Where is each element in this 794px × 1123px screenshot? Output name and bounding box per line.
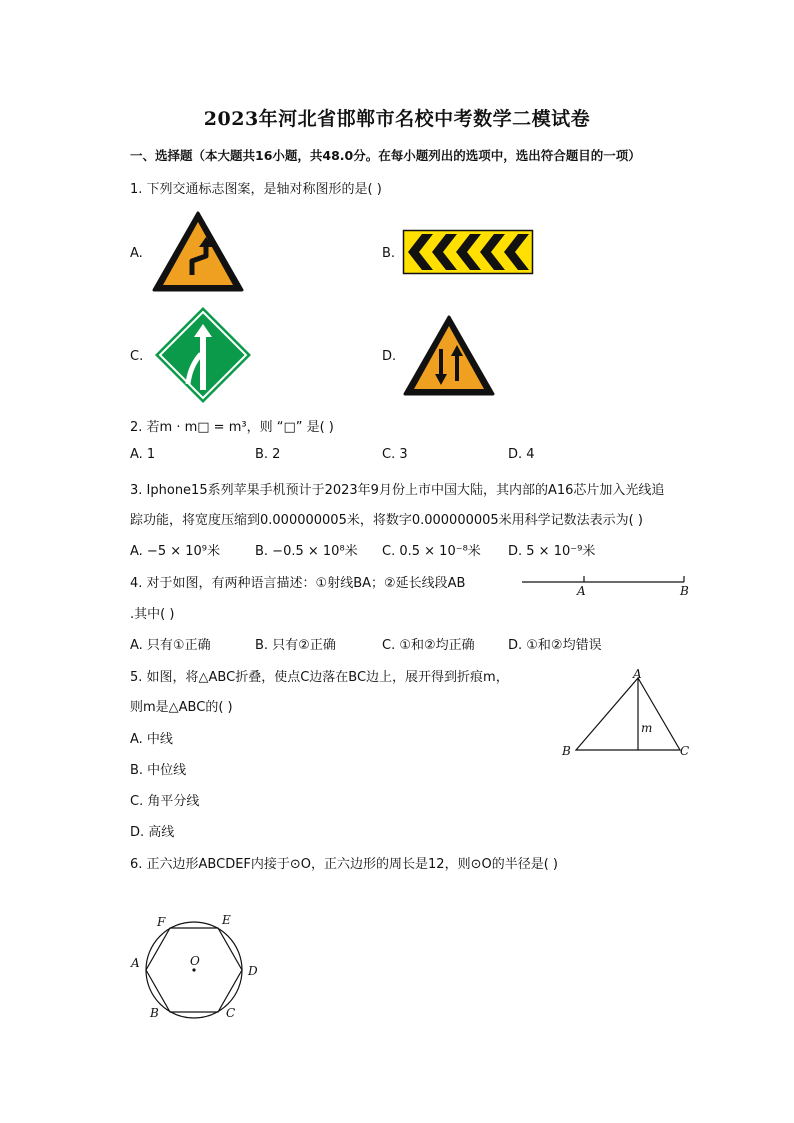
q6-vertex-c-label: C [226,1006,236,1020]
sign-chevron-board-icon [403,230,533,274]
question-3-line-1: 3. Iphone15系列苹果手机预计于2023年9月份上市中国大陆，其内部的A16芯片加入光线追 [130,483,665,498]
q5-option-b: B. 中位线 [130,763,187,778]
q5-vertex-c-label: C [680,744,690,758]
question-6-text: 6. 正六边形ABCDEF内接于⊙O，正六边形的周长是12，则⊙O的半径是( ) [130,857,558,872]
question-5-line-2: 则m是△ABC的( ) [130,700,233,715]
q2-option-c: C. 3 [382,447,408,462]
q2-option-a: A. 1 [130,447,156,462]
q5-triangle-figure [570,676,685,752]
section-heading: 一、选择题（本大题共16小题，共48.0分。在每小题列出的选项中，选出符合题目的一项） [130,148,641,163]
q6-hexagon-circle-figure [140,920,250,1020]
q4-option-c: C. ①和②均正确 [382,638,475,653]
sign-merge-diamond-icon [154,306,252,404]
q3-option-d: D. 5 × 10⁻⁹米 [508,544,596,559]
q6-center-o-label: O [190,954,200,968]
q6-vertex-e-label: E [222,913,231,927]
q5-vertex-a-label: A [633,667,642,681]
sign-two-way-traffic-icon [403,315,495,397]
question-1-text: 1. 下列交通标志图案，是轴对称图形的是( ) [130,182,382,197]
q1-option-b-label: B. [382,246,396,261]
q6-vertex-a-label: A [131,956,140,970]
q4-option-a: A. 只有①正确 [130,638,211,653]
question-4-line-2: .其中( ) [130,607,175,622]
q4-point-a-label: A [577,584,586,598]
q6-vertex-b-label: B [150,1006,159,1020]
question-4-line-1: 4. 对于如图，有两种语言描述：①射线BA；②延长线段AB [130,576,466,591]
q2-option-b: B. 2 [255,447,281,462]
q4-point-b-label: B [680,584,689,598]
q5-vertex-b-label: B [562,744,571,758]
q3-option-c: C. 0.5 × 10⁻⁸米 [382,544,481,559]
q6-vertex-f-label: F [157,915,166,929]
q1-option-c-label: C. [130,349,144,364]
question-3-line-2: 踪功能，将宽度压缩到0.000000005米，将数字0.000000005米用科学记数法表示为( ) [130,513,643,528]
q5-option-d: D. 高线 [130,825,175,840]
q2-option-d: D. 4 [508,447,535,462]
q5-crease-m-label: m [641,721,653,735]
q5-option-a: A. 中线 [130,732,173,747]
sign-reverse-curve-icon [152,211,244,293]
question-5-line-1: 5. 如图，将△ABC折叠，使点C边落在BC边上，展开得到折痕m， [130,670,509,685]
q5-option-c: C. 角平分线 [130,794,200,809]
q3-option-a: A. −5 × 10⁹米 [130,544,221,559]
q1-option-a-label: A. [130,246,143,261]
q4-line-segment-figure [520,574,695,604]
question-2-text: 2. 若m · m□ = m³，则 “□” 是( ) [130,420,334,435]
q6-vertex-d-label: D [248,964,258,978]
q4-option-d: D. ①和②均错误 [508,638,602,653]
q4-option-b: B. 只有②正确 [255,638,336,653]
q1-option-d-label: D. [382,349,397,364]
page-title: 2023年河北省邯郸市名校中考数学二模试卷 [203,108,591,130]
q3-option-b: B. −0.5 × 10⁸米 [255,544,358,559]
